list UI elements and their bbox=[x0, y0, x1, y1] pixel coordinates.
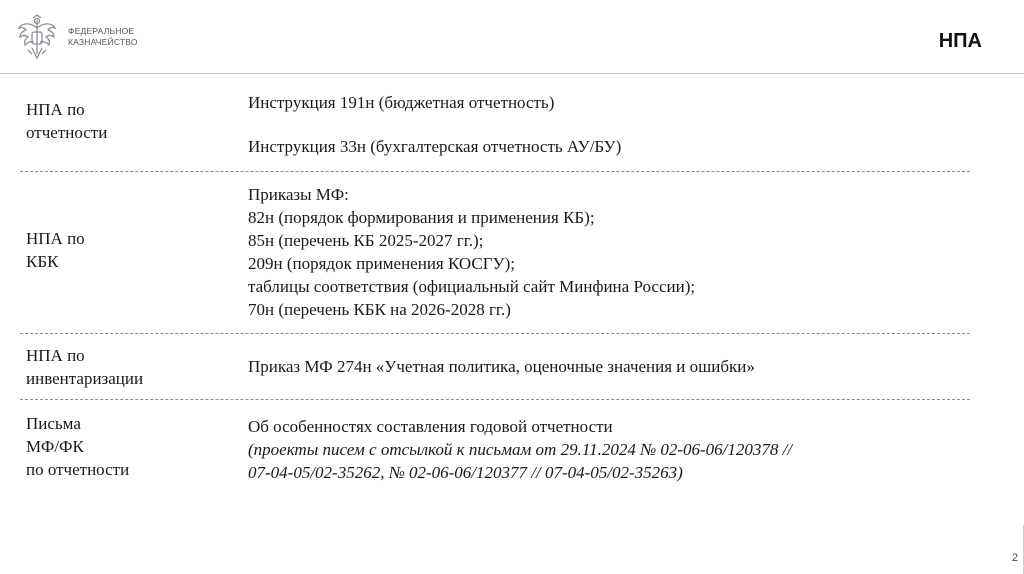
row-4-content bbox=[248, 415, 792, 484]
header-divider bbox=[0, 73, 1024, 74]
row-4-label bbox=[26, 412, 129, 481]
row-separator bbox=[20, 333, 970, 334]
double-eagle-emblem-icon bbox=[16, 14, 58, 60]
row-2-item-4: 209н (порядок применения КОСГУ); bbox=[248, 254, 515, 273]
treasury-logo bbox=[16, 14, 138, 60]
org-name-line1: ФЕДЕРАЛЬНОЕ bbox=[68, 26, 135, 36]
row-3-label bbox=[26, 344, 143, 390]
row-4-note-line-2: 07-04-05/02-35262, № 02-06-06/120377 // 07-04-05/02-35263) bbox=[248, 463, 683, 482]
row-1-item-1: Инструкция 191н (бюджетная отчетность) bbox=[248, 93, 555, 112]
row-1-content bbox=[248, 91, 621, 158]
row-4-item-1: Об особенностях составления годовой отчетности bbox=[248, 417, 613, 436]
row-3-label-line-2: инвентаризации bbox=[26, 369, 144, 388]
row-4-label-line-3: по отчетности bbox=[26, 460, 130, 479]
row-separator bbox=[20, 171, 970, 172]
row-2-item-6: 70н (перечень КБК на 2026-2028 гг.) bbox=[248, 300, 511, 319]
page-number: 2 bbox=[1011, 552, 1018, 564]
row-1-label-line-2: отчетности bbox=[26, 123, 108, 142]
row-3-content bbox=[248, 355, 755, 378]
row-3-label-line-1: НПА по bbox=[26, 346, 85, 365]
row-4-label-line-1: Письма bbox=[26, 414, 81, 433]
row-2-label bbox=[26, 227, 85, 273]
row-2-content bbox=[248, 183, 695, 321]
row-2-item-1: Приказы МФ: bbox=[248, 185, 349, 204]
row-2-label-line-1: НПА по bbox=[26, 229, 85, 248]
row-3-item-1: Приказ МФ 274н «Учетная политика, оценочные значения и ошибки» bbox=[248, 357, 755, 376]
row-4-note-line-1: (проекты писем с отсылкой к письмам от 29.11.2024 № 02-06-06/120378 // bbox=[248, 440, 793, 459]
slide-title: НПА bbox=[938, 30, 982, 52]
row-2-item-3: 85н (перечень КБ 2025-2027 гг.); bbox=[248, 231, 484, 250]
row-2-item-5: таблицы соответствия (официальный сайт Минфина России); bbox=[248, 277, 696, 296]
row-2-item-2: 82н (порядок формирования и применения КБ); bbox=[248, 208, 595, 227]
row-1-label-line-1: НПА по bbox=[26, 100, 85, 119]
row-1-item-2: Инструкция 33н (бухгалтерская отчетность АУ/БУ) bbox=[248, 137, 622, 156]
org-name-line2: КАЗНАЧЕЙСТВО bbox=[68, 37, 138, 47]
row-4-label-line-2: МФ/ФК bbox=[26, 437, 84, 456]
org-name bbox=[68, 26, 138, 48]
row-separator bbox=[20, 399, 970, 400]
row-2-label-line-2: КБК bbox=[26, 252, 59, 271]
row-1-label bbox=[26, 98, 107, 144]
